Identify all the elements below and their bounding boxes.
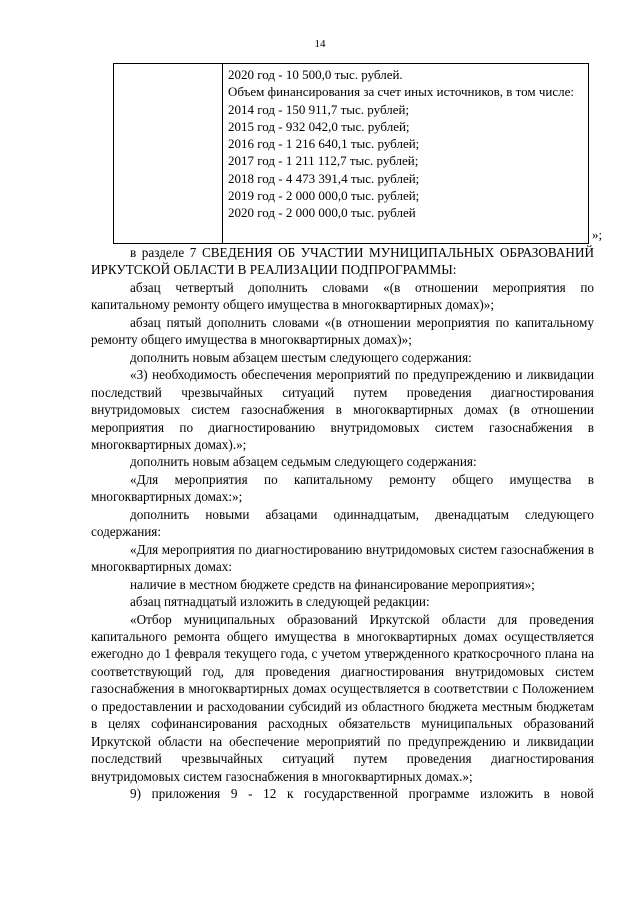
financing-line: 2016 год - 1 216 640,1 тыс. рублей;: [228, 136, 420, 152]
paragraph-item-9: 9) приложения 9 - 12 к государственной программе изложить в новой: [130, 786, 594, 802]
paragraph: «3) необходимость обеспечения мероприятий по предупреждению и ликвидации последствий чрезвычайных ситуаций путем проведения диагностирования внутридомовых систем газоснабжения в многоквартирных домах (в отношении мероприятия по диагностированию внутридомовых систем газоснабжения в многоквартирных домах).»;: [91, 367, 594, 452]
financing-table-cell: [228, 66, 582, 222]
closing-quote: »;: [592, 227, 603, 242]
financing-line: 2019 год - 2 000 000,0 тыс. рублей;: [228, 188, 420, 204]
financing-line: Объем финансирования за счет иных источников, в том числе:: [228, 84, 575, 100]
financing-line: 2017 год - 1 211 112,7 тыс. рублей;: [228, 153, 419, 169]
financing-table: [113, 63, 589, 244]
paragraph: абзац четвертый дополнить словами «(в отношении мероприятия по капитальному ремонту общего имущества в многоквартирных домах)»;: [91, 279, 594, 313]
paragraph: дополнить новым абзацем седьмым следующего содержания:: [130, 454, 477, 470]
paragraph: дополнить новым абзацем шестым следующего содержания:: [130, 349, 472, 365]
paragraph: наличие в местном бюджете средств на финансирование мероприятия»;: [130, 576, 535, 592]
financing-line: 2018 год - 4 473 391,4 тыс. рублей;: [228, 170, 420, 186]
paragraph: абзац пятнадцатый изложить в следующей редакции:: [130, 594, 430, 610]
financing-line: 2020 год - 2 000 000,0 тыс. рублей: [228, 205, 416, 221]
table-column-divider: [222, 64, 223, 243]
page-number: 14: [314, 38, 326, 50]
financing-line: 2015 год - 932 042,0 тыс. рублей;: [228, 118, 410, 134]
paragraph: дополнить новыми абзацами одиннадцатым, двенадцатым следующего содержания:: [91, 506, 594, 540]
financing-line: 2020 год - 10 500,0 тыс. рублей.: [228, 67, 403, 82]
financing-line: 2014 год - 150 911,7 тыс. рублей;: [228, 101, 410, 117]
paragraph: «Для мероприятия по капитальному ремонту общего имущества в многоквартирных домах:»;: [91, 471, 594, 505]
body-text: [91, 244, 594, 803]
paragraph: «Отбор муниципальных образований Иркутской области для проведения капитального ремонта общего имущества в многоквартирных домах осуществляется ежегодно до 1 февраля текущего года, с учетом утвержденного краткосрочного плана на соответствующий год, для проведения диагностирования внутридомовых систем газоснабжения в многоквартирных домах осуществляется в соответствии с Положением о предоставлении и расходовании субсидий из областного бюджета местным бюджетам в целях софинансирования расходных обязательств муниципальных образований Иркутской области на обеспечение мероприятий по предупреждению и ликвидации последствий чрезвычайных ситуаций путем проведения диагностирования внутридомовых систем газоснабжения в многоквартирных домах.»;: [91, 611, 594, 784]
paragraph-section-7: в разделе 7 СВЕДЕНИЯ ОБ УЧАСТИИ МУНИЦИПАЛЬНЫХ ОБРАЗОВАНИЙ ИРКУТСКОЙ ОБЛАСТИ В РЕАЛИЗАЦИИ ПОДПРОГРАММЫ:: [91, 245, 594, 278]
paragraph: «Для мероприятия по диагностированию внутридомовых систем газоснабжения в многоквартирных домах:: [91, 541, 594, 575]
paragraph: абзац пятый дополнить словами «(в отношении мероприятия по капитальному ремонту общего имущества в многоквартирных домах)»;: [91, 314, 594, 348]
